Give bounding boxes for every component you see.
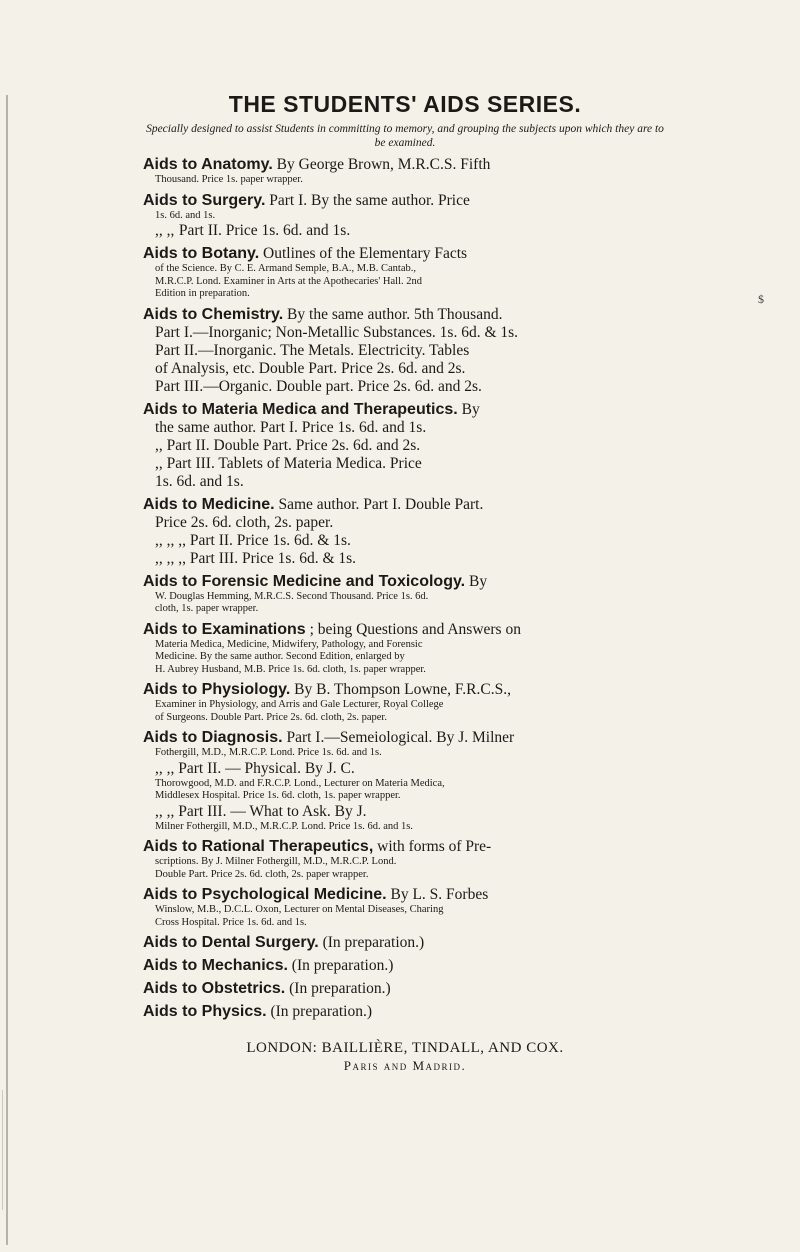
entry-detail-line: W. Douglas Hemming, M.R.C.S. Second Thousand. Price 1s. 6d. (155, 590, 429, 602)
entry-continuation-line: Part III.—Organic. Double part. Price 2s. 6d. and 2s. (155, 377, 482, 395)
sub-part-text: Part II. Price 1s. 6d. and 1s. (178, 222, 351, 239)
entry-part-line: ,, ,, Part III. — What to Ask. By J. (155, 802, 367, 820)
entry-detail-line: of Surgeons. Double Part. Price 2s. 6d. cloth, 2s. paper. (155, 711, 387, 723)
entry (143, 573, 667, 616)
entry-text: Part I.—Semeiological. By J. Milner (286, 729, 515, 746)
entry-detail-line: Fothergill, M.D., M.R.C.P. Lond. Price 1s. 6d. and 1s. (155, 747, 382, 758)
entry-continuation-line: ,, ,, ,, Part III. Price 1s. 6d. & 1s. (155, 549, 357, 567)
entry-text: By George Brown, M.R.C.S. Fifth (276, 156, 491, 173)
entry-sub-part (143, 222, 667, 240)
entry-headline (143, 934, 667, 952)
entry-text: By B. Thompson Lowne, F.R.C.S., (294, 681, 511, 698)
entries-list (143, 156, 667, 1021)
entry-detail-line: H. Aubrey Husband, M.B. Price 1s. 6d. cloth, 1s. paper wrapper. (155, 663, 426, 675)
entry (143, 957, 667, 975)
entry-title: Aids to Physics. (143, 1003, 267, 1020)
entry (143, 838, 667, 881)
entry (143, 306, 667, 396)
entry-text: By L. S. Forbes (390, 886, 489, 903)
entry (143, 401, 667, 491)
entry (143, 729, 667, 833)
entry-headline (143, 1003, 667, 1021)
entry-continuation-line: Price 2s. 6d. cloth, 2s. paper. (155, 513, 334, 531)
entry-title: Aids to Diagnosis. (143, 729, 283, 746)
entry-title: Aids to Mechanics. (143, 957, 288, 974)
entry-headline (143, 729, 667, 747)
entry-detail: 1s. 6d. and 1s. (155, 209, 216, 221)
entry-title: Aids to Rational Therapeutics, (143, 838, 374, 855)
entry-text: Same author. Part I. Double Part. (278, 495, 484, 513)
entry-title: Aids to Anatomy. (143, 156, 273, 173)
entry-headline (143, 980, 667, 998)
entry-title: Aids to Psychological Medicine. (143, 886, 387, 903)
entry-headline (143, 156, 667, 174)
entry-detail-line: Double Part. Price 2s. 6d. cloth, 2s. paper wrapper. (155, 868, 369, 880)
entry-continuation-line: of Analysis, etc. Double Part. Price 2s. 6d. and 2s. (155, 359, 466, 377)
entry (143, 621, 667, 677)
entry-text: ; being Questions and Answers on (309, 620, 521, 638)
entry (143, 1003, 667, 1021)
entry-text: (In preparation.) (322, 934, 425, 951)
entry-headline (143, 401, 667, 419)
entry-title: Aids to Obstetrics. (143, 980, 286, 997)
entry-continuation-line: ,, ,, ,, Part II. Price 1s. 6d. & 1s. (155, 531, 351, 549)
entry (143, 192, 667, 241)
entry-text: By (469, 572, 488, 590)
entry-detail-line: scriptions. By J. Milner Fothergill, M.D., M.R.C.P. Lond. (155, 856, 397, 867)
entry (143, 245, 667, 301)
entry (143, 156, 667, 187)
entry-part-line: ,, ,, Part II. — Physical. By J. C. (155, 759, 355, 777)
entry-text: By the same author. 5th Thousand. (287, 305, 503, 323)
entry-text: Outlines of the Elementary Facts (263, 245, 468, 262)
entry-title: Aids to Medicine. (143, 495, 275, 513)
ditto-marks: ,, ,, (155, 222, 175, 239)
entry-detail-line: Cross Hospital. Price 1s. 6d. and 1s. (155, 916, 307, 928)
entry-headline (143, 245, 667, 263)
entry-text: (In preparation.) (289, 980, 391, 997)
entry-title: Aids to Botany. (143, 245, 260, 262)
entry-title: Aids to Examinations (143, 620, 306, 638)
entry (143, 886, 667, 929)
entry-detail-line: of the Science. By C. E. Armand Semple, B.A., M.B. Cantab., (155, 263, 417, 274)
entry-continuation-line: Part I.—Inorganic; Non-Metallic Substances. 1s. 6d. & 1s. (155, 323, 519, 341)
publisher-footer (143, 1039, 667, 1075)
entry-continuation-line: ,, Part III. Tablets of Materia Medica. Price (155, 454, 422, 472)
entry (143, 980, 667, 998)
entry-detail-line: Edition in preparation. (155, 288, 250, 299)
entry-part-line: Milner Fothergill, M.D., M.R.C.P. Lond. Price 1s. 6d. and 1s. (155, 820, 413, 832)
entry-text: (In preparation.) (291, 957, 394, 974)
entry (143, 934, 667, 952)
entry-detail-line: cloth, 1s. paper wrapper. (155, 603, 259, 614)
entry-title: Aids to Dental Surgery. (143, 934, 319, 951)
entry-text: Part I. By the same author. Price (269, 191, 470, 209)
entry-headline (143, 573, 667, 591)
entry-detail-line: Medicine. By the same author. Second Edition, enlarged by (155, 651, 405, 662)
entry-text: with forms of Pre- (377, 838, 492, 855)
entry-headline (143, 838, 667, 856)
entry-detail-line: Materia Medica, Medicine, Midwifery, Pathology, and Forensic (155, 638, 423, 650)
margin-mark: $ (758, 292, 764, 306)
entry-title: Aids to Forensic Medicine and Toxicology. (143, 572, 466, 590)
entry-continuation-line: ,, Part II. Double Part. Price 2s. 6d. and 2s. (155, 436, 421, 454)
page-edge-rule (6, 95, 8, 1245)
entry-continuation-line: the same author. Part I. Price 1s. 6d. and 1s. (155, 418, 427, 436)
entry-headline (143, 306, 667, 324)
entry-headline (143, 886, 667, 904)
entry-title: Aids to Chemistry. (143, 305, 284, 323)
entry-text: (In preparation.) (270, 1003, 373, 1020)
entry-text: By (461, 400, 480, 418)
entry-headline (143, 621, 667, 639)
entry-part-line: Middlesex Hospital. Price 1s. 6d. cloth, 1s. paper wrapper. (155, 790, 401, 801)
entry-part-line: Thorowgood, M.D. and F.R.C.P. Lond., Lecturer on Materia Medica, (155, 777, 445, 789)
page-edge-rule-lower (2, 1090, 3, 1210)
entry (143, 496, 667, 568)
entry-detail-line: Examiner in Physiology, and Arris and Gale Lecturer, Royal College (155, 699, 444, 710)
entry-detail: Thousand. Price 1s. paper wrapper. (155, 174, 303, 185)
publisher-line: LONDON: BAILLIÈRE, TINDALL, AND COX. (246, 1040, 564, 1056)
entry-headline (143, 957, 667, 975)
entry-continuation-line: Part II.—Inorganic. The Metals. Electricity. Tables (155, 341, 470, 359)
page-subtitle: Specially designed to assist Students in committing to memory, and grouping the subjects upon which they are to be examined. (146, 123, 664, 149)
entry-headline (143, 681, 667, 699)
publisher-cities: Paris and Madrid. (343, 1058, 467, 1073)
entry-continuation-line: 1s. 6d. and 1s. (155, 472, 244, 490)
entry-headline (143, 496, 667, 514)
entry-headline (143, 192, 667, 210)
entry-title: Aids to Surgery. (143, 191, 266, 209)
entry-title: Aids to Physiology. (143, 681, 291, 698)
entry-detail-line: M.R.C.P. Lond. Examiner in Arts at the Apothecaries' Hall. 2nd (155, 275, 422, 287)
entry-detail-line: Winslow, M.B., D.C.L. Oxon, Lecturer on Mental Diseases, Charing (155, 904, 444, 915)
entry-title: Aids to Materia Medica and Therapeutics. (143, 400, 458, 418)
page-title: THE STUDENTS' AIDS SERIES. (228, 91, 582, 117)
advertisement-page (143, 90, 667, 1075)
entry (143, 681, 667, 724)
